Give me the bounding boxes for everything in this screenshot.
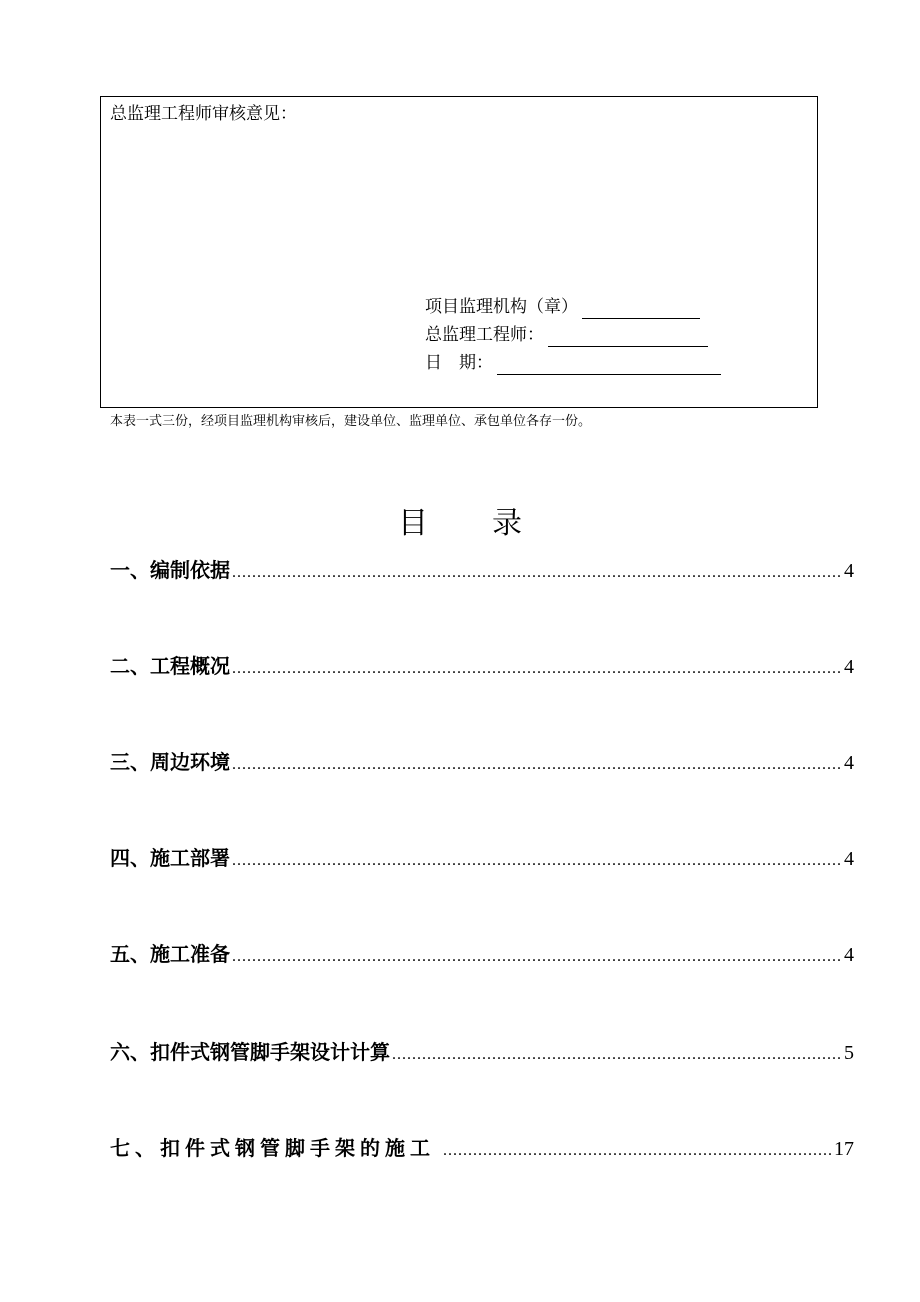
toc-title bbox=[0, 504, 920, 544]
toc-leader-dots bbox=[392, 1041, 842, 1069]
toc-title-right: 录 bbox=[492, 506, 522, 541]
toc-leader-dots bbox=[232, 751, 842, 779]
toc-entry-page: 4 bbox=[844, 560, 854, 582]
toc-entry[interactable] bbox=[110, 844, 854, 875]
toc-entry-label: 七、扣件式钢管脚手架的施工 bbox=[110, 1136, 435, 1160]
toc-leader-dots bbox=[232, 655, 842, 683]
toc-leader-dots bbox=[232, 559, 842, 587]
toc-entry-page: 4 bbox=[844, 752, 854, 774]
toc-entry[interactable] bbox=[110, 748, 854, 779]
toc-entry-page: 17 bbox=[834, 1138, 854, 1160]
toc-entry-label: 六、扣件式钢管脚手架设计计算 bbox=[110, 1040, 390, 1064]
toc-entry-page: 4 bbox=[844, 848, 854, 870]
toc-entry[interactable] bbox=[110, 556, 854, 587]
toc-entry-label: 三、周边环境 bbox=[110, 750, 230, 774]
toc-entry-label: 二、工程概况 bbox=[110, 654, 230, 678]
toc-entry[interactable] bbox=[110, 1038, 854, 1069]
review-heading: 总监理工程师审核意见： bbox=[110, 104, 297, 124]
toc-entry-page: 4 bbox=[844, 656, 854, 678]
toc-leader-dots bbox=[232, 847, 842, 875]
engineer-field-line[interactable] bbox=[548, 326, 708, 347]
toc-leader-dots bbox=[443, 1137, 832, 1165]
date-field-row bbox=[425, 351, 721, 375]
form-footnote: 本表一式三份，经项目监理机构审核后，建设单位、监理单位、承包单位各存一份。 bbox=[110, 414, 592, 429]
toc-leader-dots bbox=[232, 943, 842, 971]
engineer-field-label: 总监理工程师： bbox=[425, 325, 544, 345]
toc-entry[interactable] bbox=[110, 940, 854, 971]
toc-entry-page: 5 bbox=[844, 1042, 854, 1064]
engineer-field-row bbox=[425, 323, 708, 347]
date-field-label: 日 期： bbox=[425, 353, 493, 373]
toc-entry-label: 一、编制依据 bbox=[110, 558, 230, 582]
toc-entry[interactable] bbox=[110, 652, 854, 683]
date-field-line[interactable] bbox=[497, 354, 721, 375]
seal-field-row bbox=[425, 295, 700, 319]
seal-field-label: 项目监理机构（章） bbox=[425, 297, 578, 317]
toc-entry-label: 四、施工部署 bbox=[110, 846, 230, 870]
toc-entry[interactable] bbox=[110, 1134, 854, 1165]
toc-entry-label: 五、施工准备 bbox=[110, 942, 230, 966]
toc-title-left: 目 bbox=[398, 506, 428, 541]
seal-field-line[interactable] bbox=[582, 298, 700, 319]
review-opinion-box bbox=[100, 96, 818, 408]
toc-entry-page: 4 bbox=[844, 944, 854, 966]
